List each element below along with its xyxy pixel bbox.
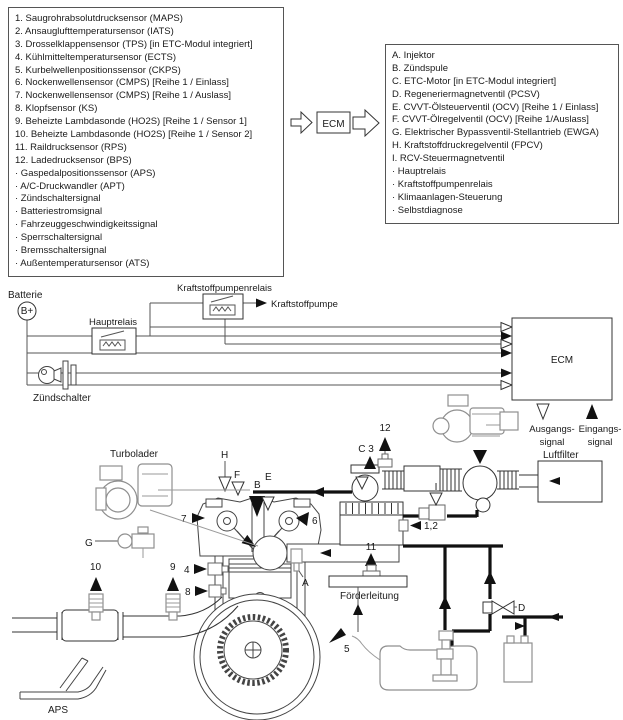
callout-10: 10 <box>90 562 102 573</box>
callout-e: E <box>265 472 272 483</box>
intake-plenum <box>340 502 408 545</box>
actuator-list-item: · Hauptrelais <box>392 166 446 178</box>
callout-1-2: 1,2 <box>424 521 438 532</box>
sensor-list-item: 4. Kühlmitteltemperatursensor (ECTS) <box>15 51 177 63</box>
flow-ecm-label: ECM <box>322 119 345 130</box>
sensor-list-item: 5. Kurbelwellenpositionssensor (CKPS) <box>15 64 181 76</box>
output-signal-label2: signal <box>539 437 565 448</box>
sensor-list-item: 7. Nockenwellensensor (CMPS) [Reihe 1 / Auslass] <box>15 90 231 102</box>
callout-4: 4 <box>184 565 190 576</box>
sensor-list-item: 6. Nockenwellensensor (CMPS) [Reihe 1 / Einlass] <box>15 77 229 89</box>
flow-arrow-icon <box>291 112 312 133</box>
catalytic-converter-icon <box>62 610 118 641</box>
callout-9: 9 <box>170 562 176 573</box>
callout-12: 12 <box>379 423 391 434</box>
sensor-list-item: 2. Ansauglufttemperatursensor (IATS) <box>15 25 174 37</box>
sensor-list-item: · Batteriestromsignal <box>15 206 103 218</box>
actuator-list-item: G. Elektrischer Bypassventil-Stellantrieb (EWGA) <box>392 127 599 139</box>
air-filter-box <box>538 461 602 502</box>
sensor-list-item: 1. Saugrohrabsolutdrucksensor (MAPS) <box>15 13 183 24</box>
output-signal-label: Ausgangs- <box>529 424 575 435</box>
actuator-list-item: E. CVVT-Ölsteuerventil (OCV) [Reihe 1 / Einlass] <box>392 101 599 113</box>
battery-label: Batterie <box>8 290 43 301</box>
ignition-switch-label: Zündschalter <box>33 393 91 404</box>
callout-6: 6 <box>312 516 318 527</box>
sensor-list-item: · Gaspedalpositionssensor (APS) <box>15 167 156 179</box>
pcsv-icon <box>483 602 492 613</box>
output-signal-arrow-icon <box>537 404 549 419</box>
pipe-elbow-icon <box>253 536 287 570</box>
callout-g: G <box>85 538 93 549</box>
sensor-list-item: 9. Beheizte Lambdasonde (HO2S) [Reihe 1 / Sensor 1] <box>15 116 247 128</box>
actuator-list-item: A. Injektor <box>392 50 435 61</box>
actuator-list-item: · Selbstdiagnose <box>392 204 463 216</box>
actuator-list-item: D. Regeneriermagnetventil (PCSV) <box>392 88 540 100</box>
sensor-list-item: · A/C-Druckwandler (APT) <box>15 180 125 192</box>
delivery-pipe-label: Förderleitung <box>340 591 399 602</box>
fuel-pump-relay-label: Kraftstoffpumpenrelais <box>177 283 272 294</box>
air-filter-label: Luftfilter <box>543 450 579 461</box>
fuel-tank <box>352 631 477 690</box>
actuator-list-item: B. Zündspule <box>392 62 448 74</box>
sensor-list-item: 11. Raildrucksensor (RPS) <box>15 141 127 153</box>
battery-terminal-label: B+ <box>20 306 34 317</box>
turbocharger-label: Turbolader <box>110 449 158 460</box>
callout-5: 5 <box>344 644 350 655</box>
actuator-list-item: · Kraftstoffpumpenrelais <box>392 178 493 190</box>
flow-arrow-icon <box>353 110 379 136</box>
sensor-list-item: · Fahrzeuggeschwindigkeitssignal <box>15 219 158 231</box>
input-signal-label: Eingangs- <box>578 424 622 435</box>
accelerator-pedal <box>20 658 106 716</box>
canister-icon <box>504 643 532 682</box>
sensor-list-item: 3. Drosselklappensensor (TPS) [in ETC-Modul integriert] <box>15 38 253 50</box>
aps-label: APS <box>48 705 69 716</box>
actuator-list-item: F. CVVT-Ölregelventil (OCV) [Reihe 1/Auslass] <box>392 114 589 126</box>
callout-i: I <box>434 482 438 493</box>
sensor-list-item: · Bremsschaltersignal <box>15 245 107 257</box>
evap-system <box>483 601 532 682</box>
down-arrow-icon <box>473 450 487 464</box>
actuator-list-item: I. RCV-Steuermagnetventil <box>392 153 505 165</box>
sensor-list-item: · Zündschaltersignal <box>15 193 101 205</box>
callout-11: 11 <box>365 542 377 553</box>
ecm-label: ECM <box>550 355 574 366</box>
sensor-list-item: 12. Ladedrucksensor (BPS) <box>15 154 132 166</box>
fuel-pump-label: Kraftstoffpumpe <box>271 299 338 310</box>
actuator-list-item: C. ETC-Motor [in ETC-Modul integriert] <box>392 75 557 87</box>
main-relay-label: Hauptrelais <box>89 317 138 328</box>
sensor-list-item: · Außentemperatursensor (ATS) <box>15 257 150 269</box>
actuator-list-item: · Klimaanlagen-Steuerung <box>392 191 503 203</box>
sensor-list-item: 8. Klopfsensor (KS) <box>15 103 98 115</box>
turbocharger-right-icon <box>433 395 518 464</box>
callout-7: 7 <box>181 514 187 525</box>
input-signal-label2: signal <box>587 437 613 448</box>
callout-a: A <box>302 578 309 589</box>
ecm <box>512 318 621 448</box>
callout-f: F <box>234 470 241 481</box>
callout-d: D <box>518 603 526 614</box>
callout-8: 8 <box>185 587 191 598</box>
fuel-pump-icon <box>439 631 453 640</box>
maps-iats-sensor-icon <box>399 520 408 531</box>
battery <box>8 290 43 320</box>
callout-h: H <box>221 450 229 461</box>
callout-c3: C 3 <box>358 444 374 455</box>
air-junction-icon <box>463 466 497 500</box>
callout-b: B <box>254 480 261 491</box>
actuator-list-item: H. Kraftstoffdruckregelventil (FPCV) <box>392 140 543 152</box>
callout-5-arrow <box>329 628 346 643</box>
main-relay <box>89 317 137 354</box>
delivery-pipe-icon <box>329 576 407 587</box>
injector-icon <box>291 549 302 563</box>
ewga-icon <box>118 534 132 548</box>
sensor-list-item: · Sperrschaltersignal <box>15 232 103 244</box>
ignition-key-icon <box>39 367 56 384</box>
input-signal-arrow-icon <box>586 404 598 419</box>
ignition-switch <box>33 361 91 404</box>
flow-row <box>291 110 379 136</box>
sensor-list-item: 10. Beheizte Lambdasonde (HO2S) [Reihe 1 / Sensor 2] <box>15 129 253 141</box>
